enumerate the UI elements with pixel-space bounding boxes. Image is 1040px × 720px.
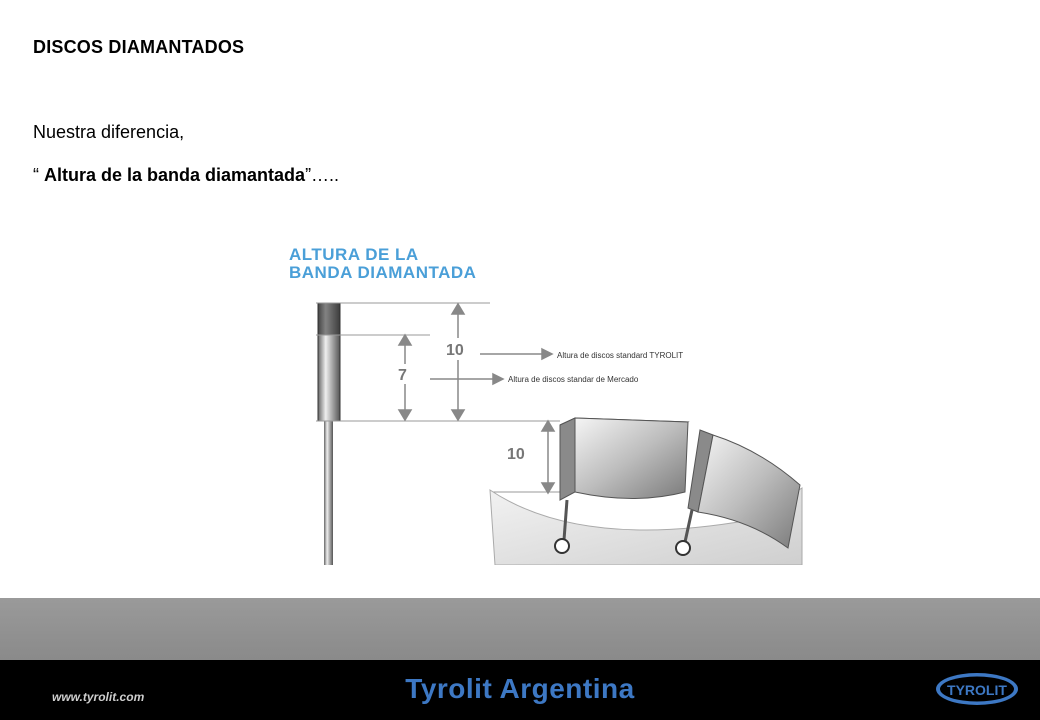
label-market: Altura de discos standar de Mercado <box>508 375 639 384</box>
open-quote: “ <box>33 165 44 185</box>
slide-title: DISCOS DIAMANTADOS <box>33 37 245 57</box>
highlight-text: Altura de la banda diamantada <box>44 165 306 185</box>
dim-segment: 10 <box>507 446 525 463</box>
reference-lines <box>316 303 560 492</box>
diagram-heading-line2: BANDA DIAMANTADA <box>289 263 477 282</box>
tyrolit-logo <box>935 672 1019 706</box>
footer-band <box>0 598 1040 660</box>
blade-core <box>324 420 333 565</box>
diamond-band-height-diagram <box>280 230 810 565</box>
highlight-line <box>33 165 339 186</box>
close-quote: ”….. <box>305 165 340 185</box>
dimension-arrows <box>399 304 554 493</box>
subtitle-line: Nuestra diferencia, <box>33 122 185 142</box>
label-tyrolit: Altura de discos standard TYROLIT <box>557 351 684 360</box>
footer-url[interactable]: www.tyrolit.com <box>52 690 145 704</box>
footer-brand: Tyrolit Argentina <box>405 673 635 704</box>
diagram-heading-line1: ALTURA DE LA <box>289 245 419 264</box>
dim-market: 7 <box>398 367 407 384</box>
diamond-band-top <box>318 303 340 335</box>
logo-text: TYROLIT <box>947 682 1007 698</box>
dim-tyrolit: 10 <box>446 342 464 359</box>
